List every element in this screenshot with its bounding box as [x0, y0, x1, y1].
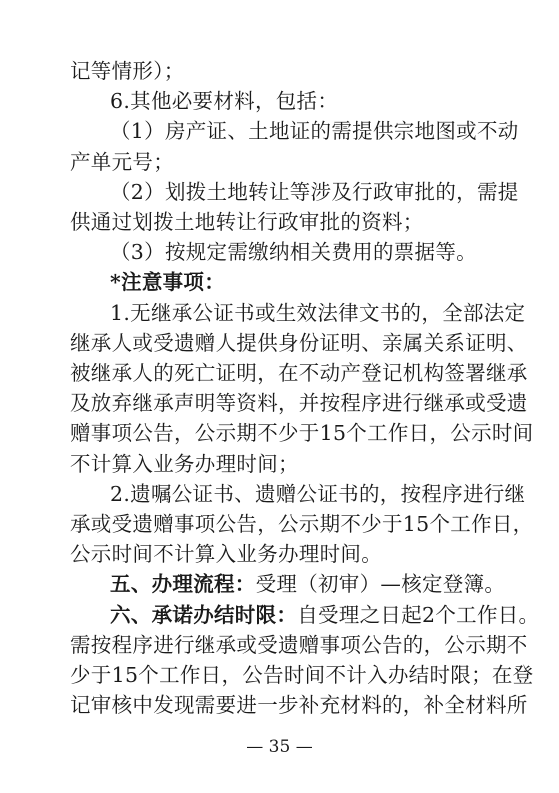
- text-line: 少于15个工作日，公告时间不计入办结时限；在登: [70, 663, 534, 687]
- text-line: 供通过划拨土地转让行政审批的资料；: [70, 210, 424, 234]
- section-five-label: 五、办理流程：: [110, 572, 256, 597]
- text-line: 2.遗嘱公证书、遗赠公证书的，按程序进行继: [110, 481, 526, 506]
- section-six-text: 自受理之日起2个工作日。: [297, 602, 540, 627]
- text-line: 继承人或受遗赠人提供身份证明、亲属关系证明、: [70, 330, 528, 355]
- text-line: 及放弃继承声明等资料，并按程序进行继承或受遗: [70, 391, 528, 416]
- section-five: [110, 571, 505, 597]
- section-five-text: 受理（初审）—核定登簿。: [255, 572, 506, 597]
- text-line: 公示时间不计算入业务办理时间。: [70, 542, 382, 567]
- text-line: （2）划拨土地转让等涉及行政审批的，需提: [110, 179, 519, 204]
- section-six-label: 六、承诺办结时限：: [110, 602, 298, 627]
- text-line: 赠事项公告，公示期不少于15个工作日，公示时间: [70, 421, 534, 446]
- text-line: 6.其他必要材料，包括：: [110, 89, 339, 114]
- section-heading: *注意事项：: [110, 270, 226, 295]
- text-line: （1）房产证、土地证的需提供宗地图或不动: [110, 119, 519, 144]
- section-six: [110, 602, 539, 628]
- text-line: 承或受遗赠事项公告，公示期不少于15个工作日，: [70, 512, 534, 536]
- text-line: 1.无继承公证书或生效法律文书的，全部法定: [110, 300, 526, 325]
- page-number: — 35 —: [246, 737, 313, 757]
- text-line: 需按程序进行继承或受遗赠事项公告的，公示期不: [70, 632, 528, 657]
- text-line: 记审核中发现需要进一步补充材料的，补全材料所: [70, 693, 528, 718]
- text-line: 记等情形）；: [70, 59, 185, 83]
- text-line: （3）按规定需缴纳相关费用的票据等。: [110, 240, 477, 265]
- text-line: 不计算入业务办理时间；: [70, 451, 299, 476]
- text-line: 产单元号；: [70, 149, 174, 174]
- text-line: 被继承人的死亡证明，在不动产登记机构签署继承: [70, 361, 528, 385]
